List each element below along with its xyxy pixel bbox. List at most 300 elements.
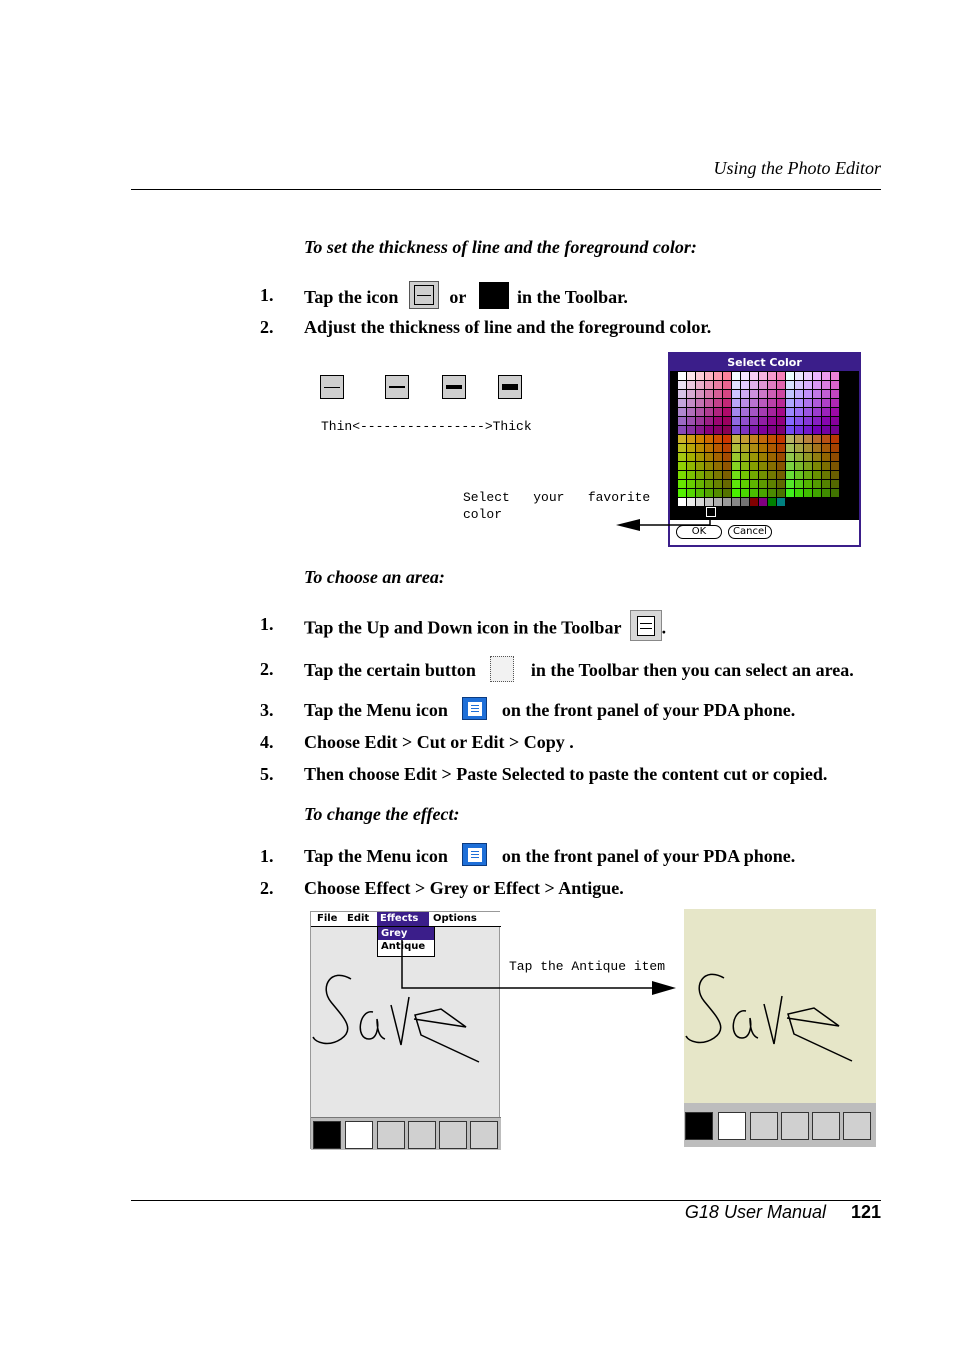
color-swatch[interactable] (687, 408, 695, 416)
color-swatch[interactable] (795, 435, 803, 443)
color-swatch[interactable] (687, 471, 695, 479)
color-swatch[interactable] (813, 462, 821, 470)
color-swatch[interactable] (696, 480, 704, 488)
color-swatch[interactable] (696, 408, 704, 416)
color-swatch[interactable] (804, 381, 812, 389)
pen-button[interactable] (812, 1112, 840, 1140)
color-swatch[interactable] (705, 426, 713, 434)
color-swatch[interactable] (732, 372, 740, 380)
color-swatch[interactable] (822, 444, 830, 452)
color-swatch[interactable] (768, 480, 776, 488)
color-swatch[interactable] (795, 408, 803, 416)
color-swatch[interactable] (678, 462, 686, 470)
color-swatch[interactable] (750, 462, 758, 470)
color-swatch[interactable] (813, 471, 821, 479)
color-swatch[interactable] (732, 453, 740, 461)
color-swatch[interactable] (678, 372, 686, 380)
menu-bar (311, 912, 501, 927)
color-swatch[interactable] (714, 453, 722, 461)
color-swatch[interactable] (741, 435, 749, 443)
color-swatch[interactable] (732, 435, 740, 443)
color-swatch[interactable] (777, 471, 785, 479)
color-swatch[interactable] (813, 435, 821, 443)
color-swatch[interactable] (786, 471, 794, 479)
color-swatch[interactable] (759, 390, 767, 398)
stamp-button[interactable] (377, 1121, 405, 1149)
color-swatch[interactable] (822, 390, 830, 398)
color-swatch[interactable] (768, 462, 776, 470)
color-swatch[interactable] (759, 426, 767, 434)
color-swatch[interactable] (723, 498, 731, 506)
color-swatch[interactable] (759, 381, 767, 389)
color-swatch[interactable] (813, 444, 821, 452)
color-swatch[interactable] (714, 417, 722, 425)
color-swatch[interactable] (777, 408, 785, 416)
section-title-area: To choose an area: (304, 567, 445, 587)
color-swatch[interactable] (777, 498, 785, 506)
color-swatch[interactable] (687, 462, 695, 470)
color-swatch[interactable] (795, 489, 803, 497)
color-swatch[interactable] (795, 444, 803, 452)
color-swatch[interactable] (759, 462, 767, 470)
color-swatch[interactable] (804, 489, 812, 497)
color-swatch[interactable] (741, 408, 749, 416)
color-swatch[interactable] (705, 489, 713, 497)
color-swatch[interactable] (777, 372, 785, 380)
step-text-main: Tap the Menu icon (304, 700, 448, 720)
color-swatch[interactable] (822, 381, 830, 389)
menu-item-antique[interactable]: Antique (381, 941, 426, 952)
color-swatch[interactable] (696, 426, 704, 434)
color-swatch[interactable] (822, 372, 830, 380)
color-swatch[interactable] (822, 480, 830, 488)
color-swatch[interactable] (759, 399, 767, 407)
color-swatch[interactable] (759, 417, 767, 425)
color-swatch[interactable] (786, 417, 794, 425)
color-swatch[interactable] (804, 390, 812, 398)
color-swatch[interactable] (705, 390, 713, 398)
color-swatch[interactable] (768, 372, 776, 380)
color-swatch[interactable] (705, 399, 713, 407)
color-swatch[interactable] (777, 462, 785, 470)
color-swatch[interactable] (714, 408, 722, 416)
picture-button[interactable] (781, 1112, 809, 1140)
color-swatch[interactable] (741, 480, 749, 488)
step-text-main: Tap the Up and Down icon in the Toolbar (304, 617, 622, 638)
up-down-button[interactable] (843, 1112, 871, 1140)
color-swatch[interactable] (696, 390, 704, 398)
color-swatch[interactable] (759, 489, 767, 497)
color-swatch[interactable] (705, 444, 713, 452)
color-swatch[interactable] (678, 426, 686, 434)
color-swatch[interactable] (777, 417, 785, 425)
color-swatch[interactable] (804, 417, 812, 425)
color-swatch[interactable] (768, 498, 776, 506)
color-swatch[interactable] (768, 390, 776, 398)
color-swatch[interactable] (795, 381, 803, 389)
color-swatch[interactable] (777, 453, 785, 461)
color-swatch[interactable] (723, 372, 731, 380)
color-swatch[interactable] (795, 453, 803, 461)
color-swatch[interactable] (750, 408, 758, 416)
toolbar (311, 1117, 501, 1150)
color-swatch[interactable] (768, 453, 776, 461)
color-swatch[interactable] (687, 381, 695, 389)
color-swatch[interactable] (705, 471, 713, 479)
color-swatch[interactable] (795, 399, 803, 407)
step-number: 5. (260, 764, 274, 784)
line-thickness-button[interactable] (345, 1121, 373, 1149)
color-swatch[interactable] (732, 462, 740, 470)
color-swatch[interactable] (714, 399, 722, 407)
color-swatch[interactable] (750, 489, 758, 497)
color-swatch[interactable] (696, 381, 704, 389)
color-swatch[interactable] (822, 399, 830, 407)
color-swatch[interactable] (777, 480, 785, 488)
color-swatch[interactable] (831, 408, 839, 416)
color-swatch[interactable] (822, 462, 830, 470)
menu-edit[interactable]: Edit (347, 913, 370, 924)
color-swatch[interactable] (795, 462, 803, 470)
color-swatch[interactable] (741, 498, 749, 506)
color-swatch[interactable] (732, 390, 740, 398)
color-swatch[interactable] (804, 471, 812, 479)
color-swatch[interactable] (714, 480, 722, 488)
color-swatch[interactable] (786, 399, 794, 407)
color-swatch[interactable] (732, 417, 740, 425)
stamp-button[interactable] (750, 1112, 778, 1140)
color-swatch[interactable] (831, 489, 839, 497)
color-swatch[interactable] (687, 489, 695, 497)
color-swatch[interactable] (768, 408, 776, 416)
color-swatch[interactable] (831, 453, 839, 461)
color-swatch[interactable] (804, 444, 812, 452)
color-swatch[interactable] (723, 408, 731, 416)
color-swatch[interactable] (687, 372, 695, 380)
color-swatch[interactable] (813, 453, 821, 461)
color-swatch[interactable] (813, 408, 821, 416)
color-swatch[interactable] (768, 417, 776, 425)
color-swatch[interactable] (831, 444, 839, 452)
color-swatch[interactable] (741, 390, 749, 398)
color-swatch[interactable] (804, 462, 812, 470)
color-swatch[interactable] (813, 426, 821, 434)
color-swatch[interactable] (750, 471, 758, 479)
color-swatch[interactable] (759, 453, 767, 461)
color-swatch[interactable] (795, 471, 803, 479)
color-swatch[interactable] (714, 462, 722, 470)
color-swatch[interactable] (732, 480, 740, 488)
color-swatch[interactable] (696, 489, 704, 497)
step-text (304, 659, 854, 685)
color-swatch[interactable] (813, 399, 821, 407)
color-swatch[interactable] (759, 444, 767, 452)
color-swatch[interactable] (822, 453, 830, 461)
color-swatch[interactable] (759, 408, 767, 416)
color-swatch[interactable] (741, 471, 749, 479)
color-swatch[interactable] (696, 471, 704, 479)
color-swatch[interactable] (813, 489, 821, 497)
color-swatch[interactable] (804, 426, 812, 434)
color-swatch[interactable] (732, 426, 740, 434)
color-swatch[interactable] (741, 381, 749, 389)
color-swatch[interactable] (696, 417, 704, 425)
pen-button[interactable] (439, 1121, 467, 1149)
color-swatch[interactable] (813, 417, 821, 425)
color-swatch[interactable] (786, 480, 794, 488)
color-swatch[interactable] (813, 381, 821, 389)
color-swatch[interactable] (777, 381, 785, 389)
color-swatch[interactable] (687, 417, 695, 425)
color-swatch[interactable] (804, 399, 812, 407)
step-text-main: Tap the certain button (304, 660, 476, 681)
color-swatch[interactable] (795, 426, 803, 434)
step-text-after: . (661, 617, 667, 638)
color-swatch[interactable] (795, 480, 803, 488)
color-swatch[interactable] (714, 471, 722, 479)
color-swatch[interactable] (768, 381, 776, 389)
color-swatch[interactable] (696, 444, 704, 452)
color-swatch[interactable] (777, 426, 785, 434)
color-swatch[interactable] (732, 444, 740, 452)
color-swatch[interactable] (750, 399, 758, 407)
color-swatch[interactable] (831, 390, 839, 398)
color-swatch[interactable] (696, 435, 704, 443)
color-swatch[interactable] (678, 489, 686, 497)
color-swatch[interactable] (687, 426, 695, 434)
color-swatch[interactable] (723, 399, 731, 407)
color-swatch[interactable] (831, 381, 839, 389)
menu-file[interactable]: File (317, 913, 338, 924)
color-swatch[interactable] (678, 453, 686, 461)
color-swatch[interactable] (795, 390, 803, 398)
color-swatch[interactable] (822, 408, 830, 416)
color-swatch[interactable] (831, 480, 839, 488)
color-swatch[interactable] (822, 471, 830, 479)
color-swatch[interactable] (723, 462, 731, 470)
color-swatch[interactable] (732, 471, 740, 479)
menu-item-grey[interactable]: Grey (378, 927, 434, 940)
color-swatch[interactable] (831, 372, 839, 380)
color-swatch[interactable] (678, 381, 686, 389)
cancel-button[interactable]: Cancel (728, 525, 772, 539)
color-swatch[interactable] (822, 426, 830, 434)
thickness-thicker-icon (442, 375, 466, 399)
step-text (304, 285, 628, 313)
color-swatch[interactable] (696, 372, 704, 380)
color-swatch[interactable] (795, 372, 803, 380)
thickness-caption: Thin<---------------->Thick (321, 419, 532, 434)
color-swatch[interactable] (786, 408, 794, 416)
color-swatch[interactable] (750, 417, 758, 425)
color-swatch[interactable] (759, 471, 767, 479)
color-swatch[interactable] (732, 381, 740, 389)
color-swatch[interactable] (768, 399, 776, 407)
color-swatch[interactable] (786, 381, 794, 389)
color-swatch[interactable] (777, 444, 785, 452)
color-swatch[interactable] (777, 489, 785, 497)
color-swatch[interactable] (804, 480, 812, 488)
color-swatch[interactable] (696, 453, 704, 461)
callout-arrow (614, 505, 719, 535)
color-swatch[interactable] (687, 453, 695, 461)
color-swatch[interactable] (777, 435, 785, 443)
color-swatch[interactable] (741, 453, 749, 461)
color-swatch[interactable] (750, 435, 758, 443)
color-swatch[interactable] (678, 435, 686, 443)
color-swatch[interactable] (678, 471, 686, 479)
color-swatch[interactable] (741, 372, 749, 380)
color-swatch[interactable] (723, 435, 731, 443)
color-swatch[interactable] (714, 489, 722, 497)
color-swatch[interactable] (732, 489, 740, 497)
color-swatch[interactable] (705, 372, 713, 380)
color-swatch[interactable] (723, 381, 731, 389)
color-swatch[interactable] (786, 462, 794, 470)
color-swatch[interactable] (705, 435, 713, 443)
color-swatch[interactable] (723, 480, 731, 488)
color-swatch[interactable] (831, 399, 839, 407)
color-swatch[interactable] (741, 444, 749, 452)
color-swatch[interactable] (750, 390, 758, 398)
color-swatch[interactable] (786, 390, 794, 398)
color-swatch[interactable] (714, 444, 722, 452)
color-swatch[interactable] (768, 444, 776, 452)
color-swatch[interactable] (687, 390, 695, 398)
menu-options[interactable]: Options (433, 913, 477, 924)
color-swatch[interactable] (804, 435, 812, 443)
color-swatch[interactable] (786, 435, 794, 443)
color-swatch[interactable] (741, 426, 749, 434)
color-swatch[interactable] (741, 462, 749, 470)
color-swatch[interactable] (732, 408, 740, 416)
color-swatch[interactable] (786, 444, 794, 452)
color-swatch[interactable] (678, 417, 686, 425)
color-swatch[interactable] (813, 372, 821, 380)
color-swatch[interactable] (804, 453, 812, 461)
color-swatch[interactable] (705, 408, 713, 416)
color-swatch[interactable] (678, 480, 686, 488)
footer-rule (131, 1200, 881, 1201)
color-swatch[interactable] (777, 399, 785, 407)
color-swatch[interactable] (714, 390, 722, 398)
color-swatch[interactable] (741, 489, 749, 497)
color-swatch[interactable] (786, 453, 794, 461)
color-swatch[interactable] (705, 480, 713, 488)
color-swatch[interactable] (705, 453, 713, 461)
color-swatch[interactable] (795, 417, 803, 425)
page-number: 121 (850, 1202, 881, 1222)
color-swatch[interactable] (741, 417, 749, 425)
color-swatch[interactable] (768, 471, 776, 479)
color-swatch[interactable] (768, 426, 776, 434)
color-swatch[interactable] (696, 462, 704, 470)
color-swatch[interactable] (822, 417, 830, 425)
color-swatch[interactable] (705, 417, 713, 425)
color-swatch[interactable] (687, 435, 695, 443)
picture-button[interactable] (408, 1121, 436, 1149)
color-swatch[interactable] (822, 435, 830, 443)
color-swatch[interactable] (750, 372, 758, 380)
color-swatch[interactable] (696, 399, 704, 407)
color-swatch[interactable] (750, 426, 758, 434)
color-swatch[interactable] (759, 435, 767, 443)
color-palette[interactable] (678, 372, 840, 507)
color-swatch[interactable] (750, 453, 758, 461)
color-swatch[interactable] (678, 444, 686, 452)
color-swatch[interactable] (723, 417, 731, 425)
line-thickness-button[interactable] (718, 1112, 746, 1140)
color-swatch[interactable] (687, 399, 695, 407)
color-swatch[interactable] (759, 372, 767, 380)
menu-icon (462, 697, 487, 720)
color-swatch[interactable] (723, 489, 731, 497)
foreground-color-button[interactable] (313, 1121, 341, 1149)
color-swatch[interactable] (831, 471, 839, 479)
color-swatch[interactable] (822, 489, 830, 497)
color-swatch[interactable] (723, 453, 731, 461)
step-text: Adjust the thickness of line and the foreground color. (304, 317, 712, 337)
color-swatch[interactable] (678, 390, 686, 398)
color-swatch[interactable] (714, 426, 722, 434)
up-down-button[interactable] (470, 1121, 498, 1149)
header-rule (131, 189, 881, 190)
color-swatch[interactable] (750, 444, 758, 452)
color-swatch[interactable] (714, 381, 722, 389)
color-swatch[interactable] (705, 462, 713, 470)
color-swatch[interactable] (804, 408, 812, 416)
foreground-color-button[interactable] (685, 1112, 713, 1140)
color-swatch[interactable] (768, 435, 776, 443)
ok-button[interactable]: OK (676, 525, 722, 539)
color-swatch[interactable] (678, 399, 686, 407)
color-swatch[interactable] (732, 498, 740, 506)
color-swatch[interactable] (786, 489, 794, 497)
color-swatch[interactable] (723, 444, 731, 452)
color-swatch[interactable] (750, 381, 758, 389)
color-swatch[interactable] (768, 489, 776, 497)
color-swatch[interactable] (750, 480, 758, 488)
color-swatch[interactable] (705, 381, 713, 389)
section-title-effect: To change the effect: (304, 804, 460, 824)
color-swatch[interactable] (831, 426, 839, 434)
color-swatch[interactable] (723, 471, 731, 479)
color-swatch[interactable] (741, 399, 749, 407)
color-swatch[interactable] (786, 426, 794, 434)
color-swatch[interactable] (786, 372, 794, 380)
color-swatch[interactable] (723, 426, 731, 434)
color-swatch[interactable] (759, 498, 767, 506)
color-swatch[interactable] (831, 435, 839, 443)
color-swatch[interactable] (750, 498, 758, 506)
color-swatch[interactable] (714, 372, 722, 380)
color-swatch[interactable] (831, 462, 839, 470)
color-swatch[interactable] (678, 408, 686, 416)
color-swatch[interactable] (723, 390, 731, 398)
selection-area-icon (490, 656, 514, 682)
color-swatch[interactable] (804, 372, 812, 380)
color-swatch[interactable] (687, 480, 695, 488)
color-swatch[interactable] (813, 390, 821, 398)
color-swatch[interactable] (687, 444, 695, 452)
color-swatch[interactable] (813, 480, 821, 488)
color-swatch[interactable] (777, 390, 785, 398)
color-swatch[interactable] (714, 435, 722, 443)
color-swatch[interactable] (759, 480, 767, 488)
color-swatch[interactable] (732, 399, 740, 407)
menu-effects[interactable]: Effects (377, 912, 429, 926)
color-swatch[interactable] (831, 417, 839, 425)
